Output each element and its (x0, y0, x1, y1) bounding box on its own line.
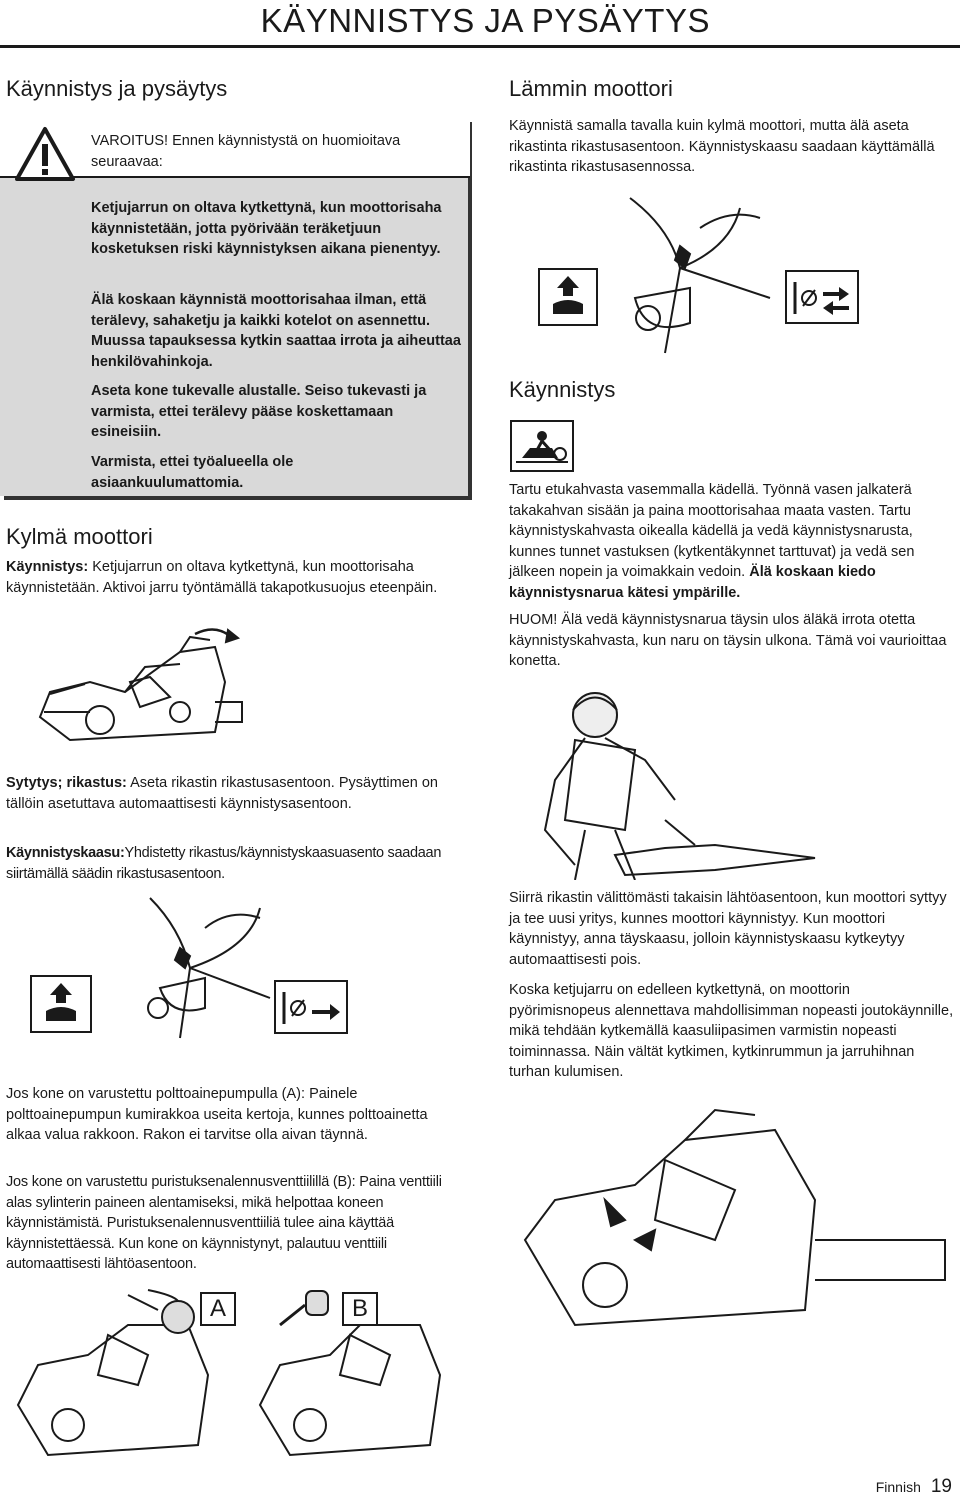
warning-p4: Varmista, ettei työalueella ole asiaankuulumattomia. (91, 454, 294, 491)
starting-paragraph (509, 480, 955, 603)
warm-engine-paragraph: Käynnistä samalla tavalla kuin kylmä moottori, mutta älä aseta rikastinta rikastusasentoon. Käynnistyskaasu saadaan käyttämällä rikastinta rikastusasennossa. (509, 118, 935, 175)
warm-choke-pull-icon (538, 268, 598, 326)
label-b-box (342, 1292, 378, 1326)
throttle-label: Käynnistyskaasu: (6, 845, 125, 861)
ignition-label: Sytytys; rikastus: (6, 775, 127, 791)
chainsaw-brake-illustration (30, 622, 245, 752)
cold-start-label: Käynnistys: (6, 559, 89, 575)
header-rule (0, 45, 960, 48)
after-start-paragraph-2: Koska ketjujarru on edelleen kytkettynä, on moottorin pyörimisnopeus alennettava mahdollisimman nopeasti joutokäynnille, mikä tehdään kytkemällä kaasuliipasimen varmistin nopeasti toiminnassa. Näin vältät kytkimen, kytkinrummun ja jarruhihnan turhan kulumisen. (509, 982, 954, 1080)
note-paragraph: HUOM! Älä vedä käynnistysnarua täysin ulos äläkä irrota otetta käynnistyskahvasta, kun naru on täysin ulkona. Tämä voi vaurioittaa konetta. (509, 612, 947, 669)
label-a: A (209, 1295, 226, 1322)
operator-starting-illustration (515, 680, 835, 880)
warning-p2: Älä koskaan käynnistä moottorisahaa ilman, että terälevy, sahaketju ja kaikki kotelot on asennettu. Muussa tapauksessa kytkin saattaa irrota ja aiheuttaa henkilövahinkoja. (91, 292, 461, 370)
cold-start-paragraph (6, 557, 456, 598)
stop-switch-icon (274, 980, 348, 1034)
warm-engine-title: Lämmin moottori (509, 76, 673, 101)
page-number: 19 (930, 1476, 952, 1497)
warning-p3: Aseta kone tukevalle alustalle. Seiso tukevasti ja varmista, ettei terälevy pääse koskettamaan esineisiin. (91, 383, 427, 440)
cold-engine-title: Kylmä moottori (6, 524, 153, 549)
starting-position-icon (510, 420, 574, 472)
cold-start-text: Ketjujarrun on oltava kytkettynä, kun moottorisaha käynnistetään. Aktivoi jarru työntämällä takapotkusuojus eteenpäin. (6, 559, 438, 596)
warning-triangle-icon (14, 126, 76, 182)
throttle-trigger-illustration (515, 1090, 955, 1340)
footer-language: Finnish (875, 1479, 921, 1495)
starting-title: Käynnistys (509, 377, 616, 402)
fuel-pump-chainsaw-illustration (8, 1285, 228, 1465)
page-footer (876, 1476, 952, 1498)
throttle-paragraph (6, 843, 456, 884)
starting-text: Tartu etukahvasta vasemmalla kädellä. Työnnä vasen jalkaterä takakahvan sisään ja paina moottorisahaa maata vasten. Tartu käynnistyskahvasta oikealla kädellä ja vedä käynnistysnarusta, kunnes tunnet vastuksen (kytkentäkynnet tarttuvat) ja vedä sen jälkeen nopein ja voimakkain vedoin. (509, 482, 915, 580)
throttle-text: Yhdistetty rikastus/käynnistyskaasuasento saadaan siirtämällä säädin rikastusasentoon. (6, 845, 442, 882)
ignition-text: Aseta rikastin rikastusasentoon. Pysäyttimen on tällöin asetuttava automaattisesti käynnistysasentoon. (6, 775, 438, 812)
warning-title: VAROITUS! Ennen käynnistystä on huomioitava seuraavaa: (91, 133, 401, 170)
choke-pull-icon (30, 975, 92, 1033)
label-b: B (351, 1295, 368, 1322)
ignition-paragraph (6, 773, 446, 814)
decompression-valve-paragraph: Jos kone on varustettu puristuksenalennusventtiilillä (B): Paina venttiili alas sylinterin paineen alentamiseksi, mikä helpottaa koneen käynnistämistä. Puristuksenalennusventtiiliä tulee aina käyttää käynnistettäessä. Kun kone on käynnistynyt, palautuu venttiili automaattisesti lähtöasentoon. (6, 1174, 442, 1272)
starting-warning-bold: Älä koskaan kiedo käynnistysnarua kätesi ympärille. (509, 564, 876, 601)
label-a-box (200, 1292, 236, 1326)
after-start-paragraph-1: Siirrä rikastin välittömästi takaisin lähtöasentoon, kun moottori syttyy ja tee uusi yritys, kunnes moottori käynnistyy. Kun moottori käynnistyy, anna täyskaasu, jolloin käynnistyskaasu kytkeytyy automaattisesti pois. (509, 890, 947, 968)
page-header: KÄYNNISTYS JA PYSÄYTYS (260, 2, 710, 39)
warning-p1: Ketjujarrun on oltava kytkettynä, kun moottorisaha käynnistetään, jotta pyörivään teräketjuun kosketuksen riski käynnistyksen aikana pienentyy. (91, 200, 442, 257)
warm-stop-switch-icon (785, 270, 859, 324)
warm-choke-illustration (610, 188, 780, 358)
fuel-pump-paragraph: Jos kone on varustettu polttoainepumpulla (A): Painele polttoainepumpun kumirakkoa useita kertoja, kunnes polttoainetta alkaa valua rakkoon. Rakon ei tarvitse olla aivan täynnä. (6, 1086, 428, 1143)
section-title: Käynnistys ja pysäytys (6, 76, 228, 101)
